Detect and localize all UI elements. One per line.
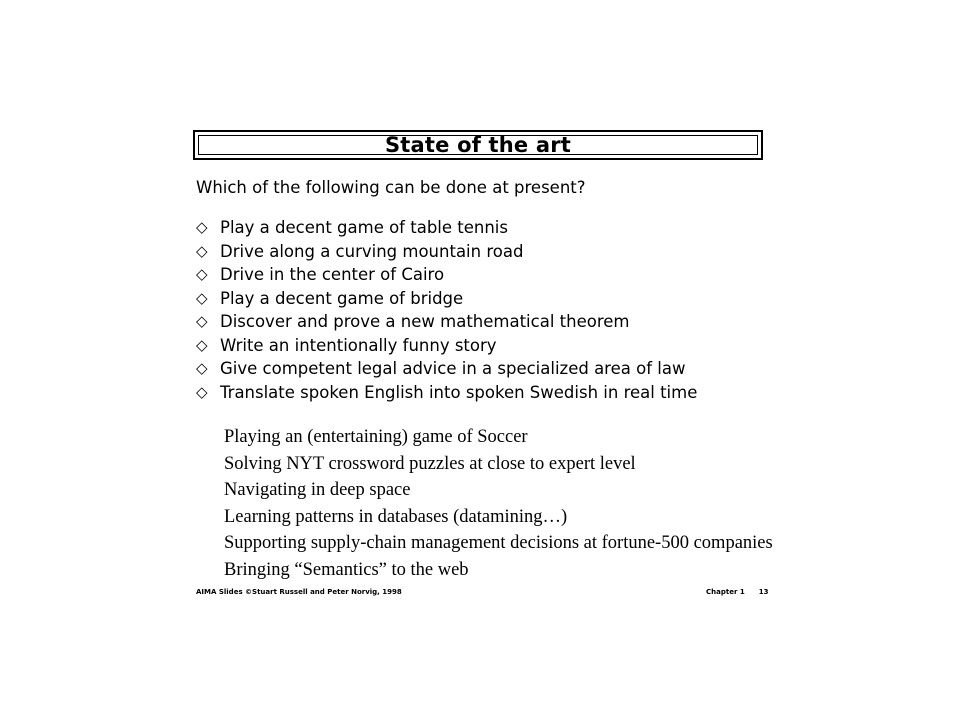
annotation-line: Playing an (entertaining) game of Soccer: [224, 427, 528, 447]
bullet-text: Play a decent game of bridge: [220, 288, 464, 308]
bullet-text: Discover and prove a new mathematical theorem: [220, 312, 630, 332]
list-item: [196, 240, 697, 264]
annotation-line: Solving NYT crossword puzzles at close to expert level: [224, 453, 636, 474]
list-item: [196, 381, 697, 405]
diamond-outline-icon: ◇: [196, 265, 208, 284]
diamond-outline-icon: ◇: [196, 312, 208, 331]
bullet-text: Give competent legal advice in a specialized area of law: [220, 359, 686, 379]
footer-page-number: 13: [758, 588, 769, 596]
diamond-outline-icon: ◇: [196, 241, 208, 260]
diamond-outline-icon: ◇: [196, 218, 208, 237]
list-item: [196, 216, 697, 240]
question-text: Which of the following can be done at present?: [196, 178, 586, 197]
diamond-outline-icon: ◇: [196, 382, 208, 401]
list-item: [196, 310, 697, 334]
list-item: [196, 334, 697, 358]
bullet-text: Drive in the center of Cairo: [220, 265, 445, 285]
annotation-line: Learning patterns in databases (datamining…): [224, 506, 568, 527]
footer-credit: AIMA Slides ©Stuart Russell and Peter Norvig, 1998: [196, 588, 402, 596]
bullet-text: Translate spoken English into spoken Swedish in real time: [220, 382, 698, 402]
slide-title: State of the art: [384, 133, 572, 157]
annotation-list: [224, 424, 773, 583]
bullet-list: [196, 216, 697, 404]
list-item: [196, 357, 697, 381]
diamond-outline-icon: ◇: [196, 359, 208, 378]
list-item: [196, 287, 697, 311]
bullet-text: Write an intentionally funny story: [220, 335, 497, 355]
footer-chapter-info: [706, 588, 768, 596]
footer-chapter: Chapter 1: [706, 588, 745, 596]
bullet-text: Play a decent game of table tennis: [220, 218, 508, 238]
annotation-line: Bringing “Semantics” to the web: [224, 559, 469, 580]
list-item: [196, 263, 697, 287]
diamond-outline-icon: ◇: [196, 335, 208, 354]
annotation-line: Supporting supply-chain management decisions at fortune-500 companies: [224, 533, 773, 553]
annotation-line: Navigating in deep space: [224, 480, 411, 500]
title-box: [193, 130, 763, 160]
bullet-text: Drive along a curving mountain road: [220, 241, 524, 261]
diamond-outline-icon: ◇: [196, 288, 208, 307]
title-frame: [198, 135, 758, 155]
